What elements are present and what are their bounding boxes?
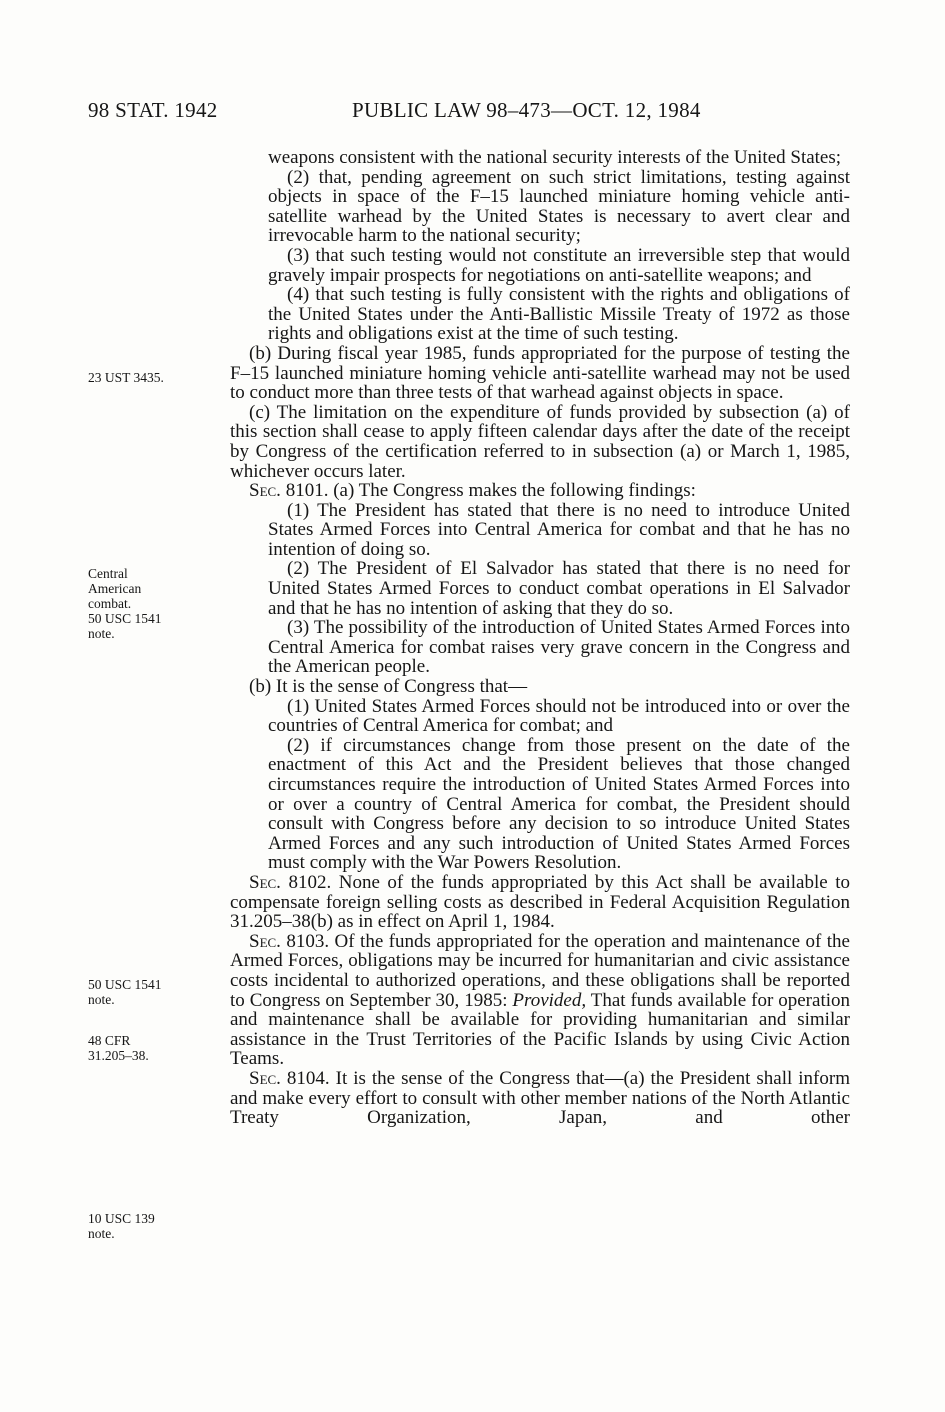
- paragraph: (2) if circumstances change from those present on the date of the enactment of this Act and the President believes that those changed circumstances require the introduction of United States Armed Forces into or over a country of Central America for combat, the President should consult with Congress before any decision to so introduce United States Armed Forces and any such introduction of United States Armed Forces must comply with the War Powers Resolution.: [268, 734, 850, 874]
- paragraph: (b) During fiscal year 1985, funds appropriated for the purpose of testing the F–15 launched miniature homing vehicle anti-satellite warhead may not be used to conduct more than three tests of that warhead against objects in space.: [230, 342, 850, 404]
- page-reference: 98 STAT. 1942: [88, 98, 218, 122]
- paragraph: (2) that, pending agreement on such strict limitations, testing against objects in space of the F–15 launched miniature homing vehicle anti-satellite warhead by the United States is necessary to avert clear and irrevocable harm to the national security;: [268, 166, 850, 247]
- section-label: Sec.: [249, 1067, 281, 1089]
- section-text: 8104. It is the sense of the Congress that—(a) the President shall inform and make every effort to consult with other member nations of the North Atlantic Treaty Organization, Japan, and other: [230, 1067, 850, 1129]
- paragraph: (3) that such testing would not constitute an irreversible step that would gravely impair prospects for negotiations on anti-satellite weapons; and: [268, 244, 850, 286]
- paragraph: (3) The possibility of the introduction of United States Armed Forces into Central America for combat raises very grave concern in the Congress and the American people.: [268, 617, 850, 678]
- margin-note-usc-139: 10 USC 139 note.: [88, 1211, 155, 1241]
- margin-note-war-powers: 50 USC 1541 note.: [88, 977, 162, 1007]
- section-8101: [230, 481, 850, 501]
- paragraph: (c) The limitation on the expenditure of funds provided by subsection (a) of this section shall cease to apply fifteen calendar days after the date of the receipt by Congress of the certification referred to in subsection (a) or March 1, 1985, whichever occurs later.: [230, 401, 850, 482]
- section-text: 8101. (a) The Congress makes the following findings:: [280, 480, 696, 502]
- section-label: Sec.: [249, 930, 281, 952]
- section-label: Sec.: [249, 480, 281, 502]
- paragraph: (1) United States Armed Forces should not be introduced into or over the countries of Central America for combat; and: [268, 695, 850, 737]
- paragraph: (b) It is the sense of Congress that—: [249, 676, 528, 698]
- body-text: [230, 148, 850, 1128]
- provided-italic: Provided,: [512, 989, 587, 1011]
- section-text: That funds available for operation and maintenance shall be available for providing humanitarian and similar assistance in the Trust Territories of the Pacific Islands by using Civic Action Teams.: [230, 989, 850, 1070]
- section-8102: [230, 873, 850, 932]
- section-text: 8102. None of the funds appropriated by this Act shall be available to compensate foreign selling costs as described in Federal Acquisition Regulation 31.205–38(b) as in effect on April 1, 1984.: [230, 871, 850, 933]
- paragraph: (1) The President has stated that there is no need to introduce United States Armed Forces into Central America for combat and that he has no intention of doing so.: [268, 499, 850, 560]
- paragraph: (4) that such testing is fully consistent with the rights and obligations of the United States under the Anti-Ballistic Missile Treaty of 1972 as those rights and obligations exist at the time of such testing.: [268, 284, 850, 345]
- section-8104: [230, 1069, 850, 1128]
- margin-note-treaty: 23 UST 3435.: [88, 370, 164, 385]
- margin-note-central-american-combat: Central American combat. 50 USC 1541 note.: [88, 566, 162, 641]
- page-title: PUBLIC LAW 98–473—OCT. 12, 1984: [352, 98, 701, 122]
- section-8103: [230, 932, 850, 1069]
- section-text: 8103. Of the funds appropriated for the operation and maintenance of the Armed Forces, obligations may be incurred for humanitarian and civic assistance costs incidental to authorized operations, and these obligations shall be reported to Congress on September 30, 1985:: [230, 930, 850, 1011]
- margin-note-cfr: 48 CFR 31.205–38.: [88, 1033, 149, 1063]
- section-label: Sec.: [249, 871, 281, 893]
- paragraph: weapons consistent with the national security interests of the United States;: [268, 147, 842, 168]
- paragraph: (2) The President of El Salvador has stated that there is no need for United States Armed Forces to conduct combat operations in El Salvador and that he has no intention of asking that they do so.: [268, 558, 850, 619]
